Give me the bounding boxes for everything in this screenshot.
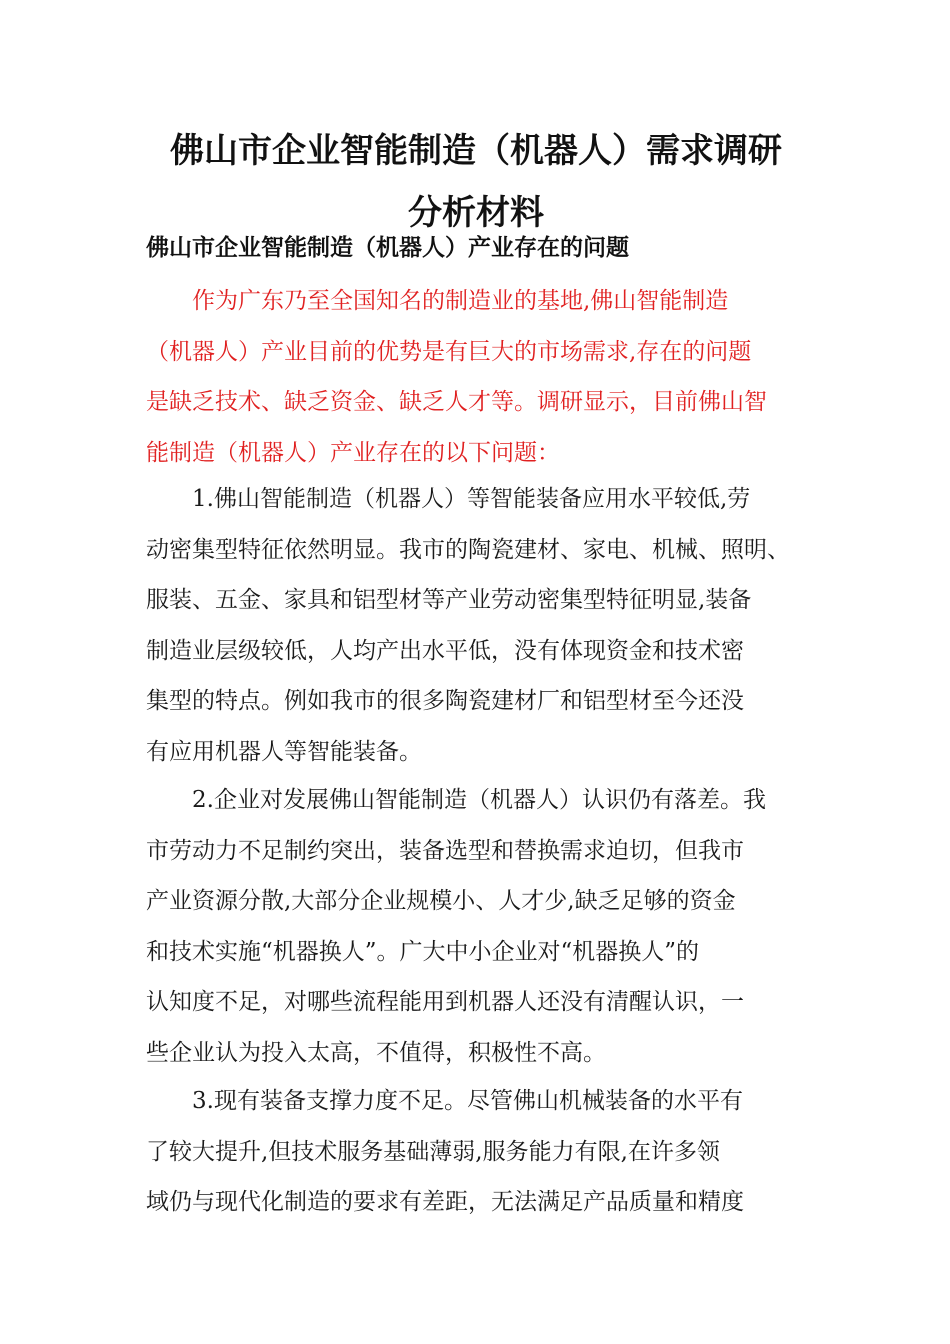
- intro-line: （机器人）产业目前的优势是有巨大的市场需求,存在的问题: [146, 338, 752, 365]
- paragraph-line: 了较大提升,但技术服务基础薄弱,服务能力有限,在许多领: [146, 1138, 720, 1165]
- title-line-1: 佛山市企业智能制造（机器人）需求调研: [170, 131, 782, 171]
- paragraph-line: 3.现有装备支撑力度不足。尽管佛山机械装备的水平有: [192, 1088, 743, 1114]
- paragraph-2: [146, 775, 808, 1078]
- paragraph-1: [146, 474, 808, 777]
- paragraph-line: 和技术实施“机器换人”。广大中小企业对“机器换人”的: [146, 938, 700, 965]
- paragraph-3: [146, 1076, 808, 1228]
- paragraph-line: 认知度不足，对哪些流程能用到机器人还没有清醒认识，一: [146, 989, 744, 1015]
- intro-line: 能制造（机器人）产业存在的以下问题：: [146, 439, 560, 466]
- paragraph-line: 服装、五金、家具和铝型材等产业劳动密集型特征明显,装备: [146, 587, 752, 613]
- paragraph-line: 些企业认为投入太高，不值得，积极性不高。: [146, 1039, 606, 1066]
- intro-paragraph: [146, 276, 808, 478]
- paragraph-line: 动密集型特征依然明显。我市的陶瓷建材、家电、机械、照明、: [146, 536, 790, 563]
- paragraph-line: 域仍与现代化制造的要求有差距，无法满足产品质量和精度: [146, 1189, 744, 1215]
- paragraph-line: 制造业层级较低，人均产出水平低，没有体现资金和技术密: [146, 637, 744, 664]
- paragraph-line: 1.佛山智能制造（机器人）等智能装备应用水平较低,劳: [192, 486, 751, 512]
- intro-line: 是缺乏技术、缺乏资金、缺乏人才等。调研显示，目前佛山智: [146, 389, 767, 415]
- intro-line: 作为广东乃至全国知名的制造业的基地,佛山智能制造: [192, 288, 729, 314]
- paragraph-line: 市劳动力不足制约突出，装备选型和替换需求迫切，但我市: [146, 837, 744, 864]
- paragraph-line: 2.企业对发展佛山智能制造（机器人）认识仍有落差。我: [192, 787, 766, 813]
- paragraph-line: 有应用机器人等智能装备。: [146, 738, 422, 765]
- paragraph-line: 产业资源分散,大部分企业规模小、人才少,缺乏足够的资金: [146, 888, 736, 914]
- title-line-2: 分析材料: [408, 193, 544, 233]
- document-title: [146, 120, 806, 244]
- paragraph-line: 集型的特点。例如我市的很多陶瓷建材厂和铝型材至今还没: [146, 688, 744, 714]
- section-heading: 佛山市企业智能制造（机器人）产业存在的问题: [146, 235, 629, 261]
